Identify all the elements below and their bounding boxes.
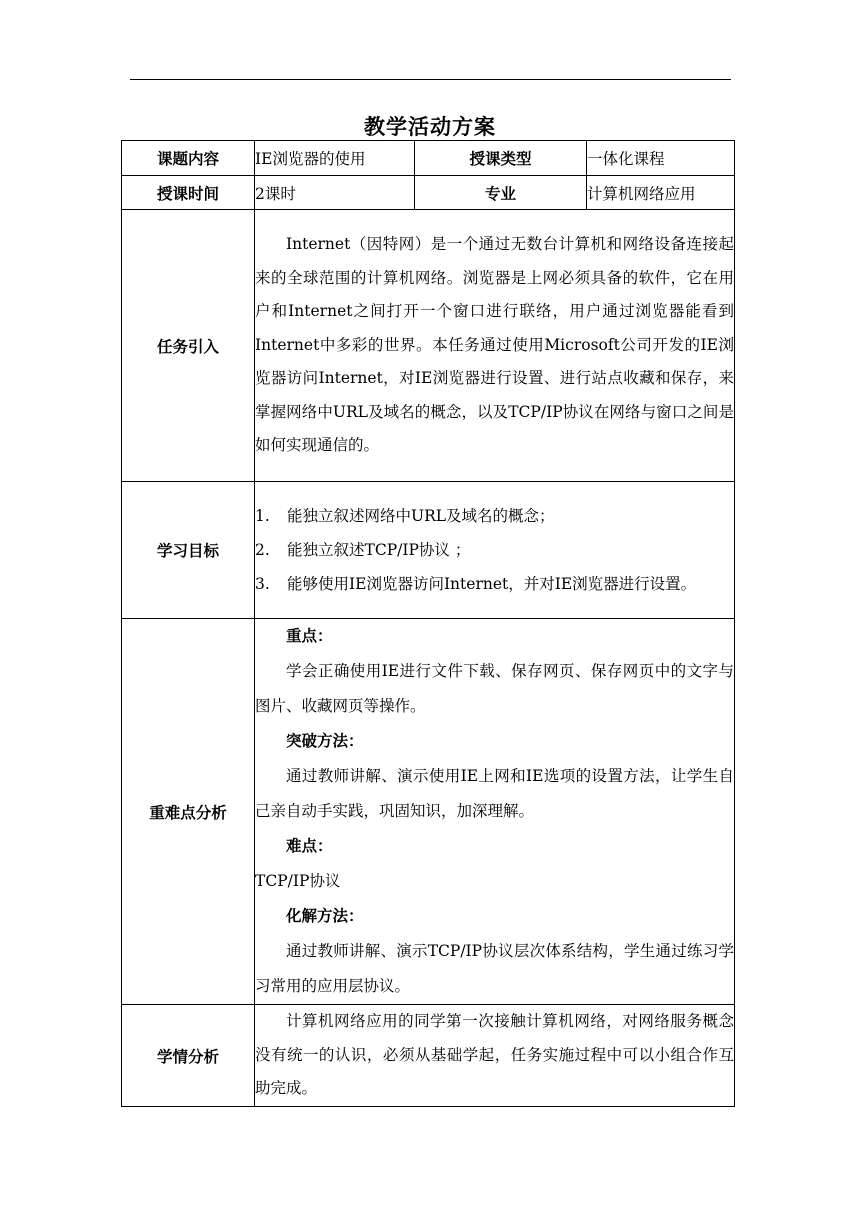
table-row: [122, 210, 735, 482]
list-item: 3. 能够使用IE浏览器访问Internet，并对IE浏览器进行设置。: [255, 575, 697, 593]
topic-value: IE浏览器的使用: [255, 141, 415, 176]
header-rule: [130, 79, 731, 80]
table-row: [122, 482, 735, 619]
students-label: 学情分析: [122, 1005, 255, 1107]
list-item: 2. 能独立叙述TCP/IP协议 ；: [255, 541, 471, 559]
difficult-method-text: 通过教师讲解、演示TCP/IP协议层次体系结构，学生通过练习学习常用的应用层协议。: [255, 942, 734, 995]
key-method-label: 突破方法：: [286, 732, 364, 750]
students-cell: [255, 1005, 735, 1107]
key-method-text: 通过教师讲解、演示使用IE上网和IE选项的设置方法，让学生自己亲自动手实践，巩固知识，加深理解。: [255, 767, 734, 820]
difficult-text: TCP/IP协议: [255, 872, 341, 890]
table-row: [122, 141, 735, 176]
table-row: [122, 1005, 735, 1107]
plan-table: [121, 140, 735, 1107]
hours-label: 授课时间: [122, 176, 255, 210]
analysis-label: 重难点分析: [122, 619, 255, 1005]
goals-cell: [255, 482, 735, 619]
key-label: 重点：: [286, 627, 333, 645]
task-label: 任务引入: [122, 210, 255, 482]
major-value: 计算机网络应用: [587, 176, 735, 210]
students-text: 计算机网络应用的同学第一次接触计算机网络，对网络服务概念没有统一的认识，必须从基础学起，任务实施过程中可以小组合作互助完成。: [255, 1012, 734, 1098]
goals-label: 学习目标: [122, 482, 255, 619]
major-label: 专业: [415, 176, 587, 210]
document-title: 教学活动方案: [364, 115, 496, 139]
hours-value: 2课时: [255, 176, 415, 210]
table-row: [122, 619, 735, 1005]
analysis-cell: [255, 619, 735, 1005]
difficult-label: 难点：: [286, 837, 333, 855]
topic-label: 课题内容: [122, 141, 255, 176]
task-text: Internet（因特网）是一个通过无数台计算机和网络设备连接起来的全球范围的计算机网络。浏览器是上网必须具备的软件，它在用户和Internet之间打开一个窗口进行联络，用户通过浏览器能看到Internet中多彩的世界。本任务通过使用Microsoft公司开发的IE浏览器访问Internet，对IE浏览器进行设置、进行站点收藏和保存，来掌握网络中URL及域名的概念，以及TCP/IP协议在网络与窗口之间是如何实现通信的。: [255, 235, 734, 455]
difficult-method-label: 化解方法：: [286, 907, 364, 925]
table-row: [122, 176, 735, 210]
key-text: 学会正确使用IE进行文件下载、保存网页、保存网页中的文字与图片、收藏网页等操作。: [255, 662, 734, 715]
task-cell: [255, 210, 735, 482]
type-value: 一体化课程: [587, 141, 735, 176]
list-item: 1. 能独立叙述网络中URL及域名的概念；: [255, 507, 555, 525]
type-label: 授课类型: [415, 141, 587, 176]
